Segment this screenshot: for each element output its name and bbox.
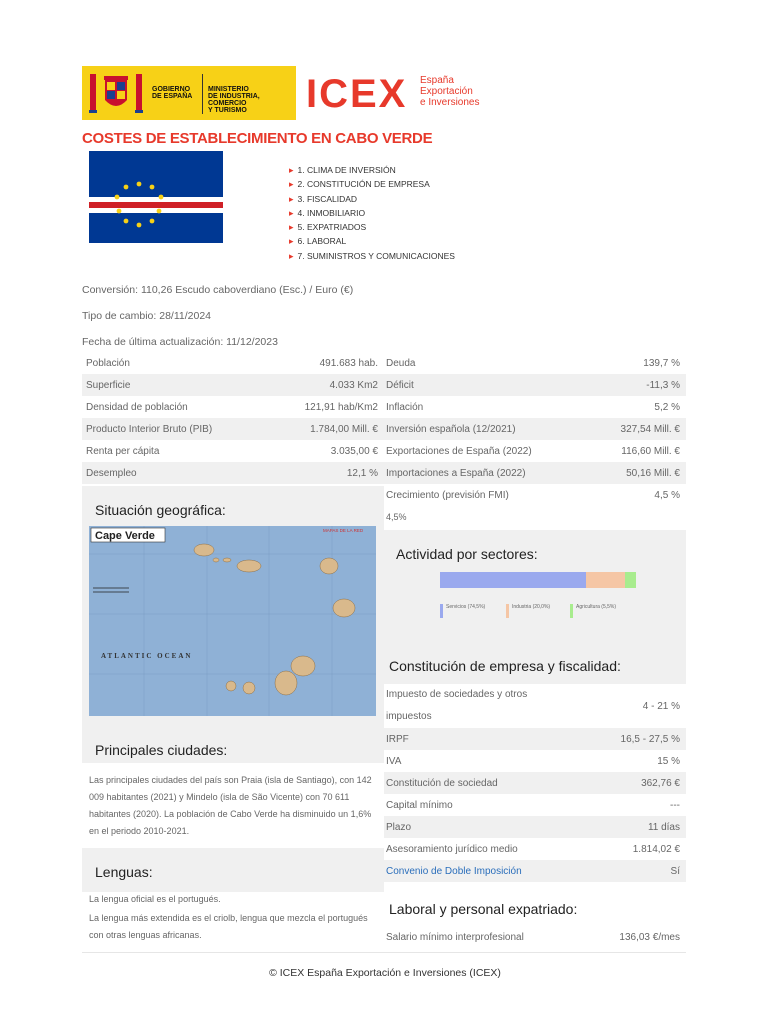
- laboral-heading: Laboral y personal expatriado:: [389, 901, 578, 917]
- toc-item-expatriados[interactable]: ▸ 5. EXPATRIADOS: [289, 220, 455, 234]
- actividad-heading: Actividad por sectores:: [396, 546, 538, 562]
- stat-row: [82, 418, 384, 440]
- stat-value: 121,91 hab/Km2: [304, 401, 378, 413]
- sector-stacked-bar: [440, 572, 636, 588]
- toc-list: [289, 163, 455, 263]
- stat-label: Constitución de sociedad: [386, 777, 498, 789]
- legend-swatch: [570, 604, 573, 618]
- constitucion-heading: Constitución de empresa y fiscalidad:: [389, 658, 621, 674]
- update-date: Fecha de última actualización: 11/12/2023: [82, 336, 278, 348]
- stat-label: Exportaciones de España (2022): [386, 445, 532, 457]
- stat-label: Importaciones a España (2022): [386, 467, 526, 479]
- icex-logo: ICEX: [306, 72, 408, 116]
- map-credit: MAPAS DE LA RED: [323, 528, 364, 533]
- stat-label: Producto Interior Bruto (PIB): [86, 423, 213, 435]
- stat-row: [384, 728, 686, 750]
- icex-sub-3: e Inversiones: [420, 97, 480, 108]
- ministry-line-3: Y TURISMO: [208, 107, 247, 114]
- gov-line-2: DE ESPAÑA: [152, 93, 193, 100]
- divider: [82, 952, 686, 953]
- lenguas-p2: La lengua más extendida es el criolb, lengua que mezcla el portugués con otras lenguas africanas.: [89, 913, 368, 940]
- stat-label: Inflación: [386, 401, 424, 413]
- stat-row: [384, 418, 686, 440]
- stat-row: [384, 838, 686, 860]
- stat-row: [384, 396, 686, 418]
- stat-label: Deuda: [386, 357, 416, 369]
- header: [82, 66, 686, 120]
- toc-item-clima[interactable]: ▸ 1. CLIMA DE INVERSIÓN: [289, 163, 455, 177]
- stat-row: [82, 352, 384, 374]
- toc-item-fiscalidad[interactable]: ▸ 3. FISCALIDAD: [289, 192, 455, 206]
- government-text: [152, 86, 204, 100]
- legend-swatch: [506, 604, 509, 618]
- coat-of-arms-icon: [88, 70, 144, 116]
- ciudades-heading: Principales ciudades:: [95, 742, 228, 758]
- stat-row: [384, 462, 686, 484]
- stat-row: [384, 772, 686, 794]
- government-logo-block: [82, 66, 296, 120]
- footer-copyright: © ICEX España Exportación e Inversiones (ICEX): [269, 967, 501, 979]
- stat-row: [384, 684, 686, 728]
- toc-item-laboral[interactable]: ▸ 6. LABORAL: [289, 234, 455, 248]
- situacion-heading: Situación geográfica:: [95, 502, 226, 518]
- icex-subtitle: [420, 75, 479, 108]
- stat-row: [384, 440, 686, 462]
- cape-verde-map-image: [89, 526, 376, 716]
- stat-label: IVA: [386, 755, 402, 767]
- stat-value: Sí: [670, 865, 680, 877]
- stat-value: 136,03 €/mes: [619, 931, 680, 943]
- stat-value: 16,5 - 27,5 %: [620, 733, 680, 745]
- stat-value: -11,3 %: [646, 379, 680, 391]
- stat-row: [384, 926, 686, 948]
- convenio-link[interactable]: Convenio de Doble Imposición: [386, 865, 522, 877]
- gov-line-1: GOBIERNO: [152, 86, 191, 93]
- stat-value: 1.814,02 €: [632, 843, 680, 855]
- stat-value: 15 %: [657, 755, 680, 767]
- stat-row: [384, 794, 686, 816]
- stat-value: 4.033 Km2: [329, 379, 378, 391]
- icex-sub-1: España: [420, 75, 454, 86]
- stat-label: Salario mínimo interprofesional: [386, 931, 524, 943]
- stat-row: [384, 750, 686, 772]
- exchange-date: Tipo de cambio: 28/11/2024: [82, 310, 212, 322]
- icex-sub-2: Exportación: [420, 86, 473, 97]
- toc-item-suministros[interactable]: ▸ 7. SUMINISTROS Y COMUNICACIONES: [289, 249, 455, 263]
- toc-item-constitucion[interactable]: ▸ 2. CONSTITUCIÓN DE EMPRESA: [289, 177, 455, 191]
- stat-label: Déficit: [386, 379, 414, 391]
- stat-value: ---: [670, 799, 680, 811]
- stat-value: 327,54 Mill. €: [620, 423, 680, 435]
- stat-label: Impuesto de sociedades y otros impuestos: [386, 689, 528, 722]
- stat-value: 1.784,00 Mill. €: [310, 423, 378, 435]
- growth-extra: [384, 506, 686, 528]
- stat-value: 362,76 €: [641, 777, 680, 789]
- sector-bar-segment-0: [440, 572, 586, 588]
- conversion-text: Conversión: 110,26 Escudo caboverdiano (Esc.) / Euro (€): [82, 284, 354, 296]
- growth-extra-value: 4,5%: [386, 512, 407, 522]
- legend-label: Agricultura (5,5%): [576, 604, 617, 610]
- sector-bar-segment-1: [586, 572, 625, 588]
- divider: [202, 74, 203, 114]
- stat-row: [384, 352, 686, 374]
- stat-label: Asesoramiento jurídico medio: [386, 843, 518, 855]
- page-title: COSTES DE ESTABLECIMIENTO EN CABO VERDE: [82, 130, 433, 147]
- ministry-line-1: MINISTERIO: [208, 86, 249, 93]
- stat-label: Densidad de población: [86, 401, 188, 413]
- stat-label: Plazo: [386, 821, 412, 833]
- stat-value: 139,7 %: [643, 357, 680, 369]
- stat-value: 11 días: [647, 821, 680, 833]
- stat-label: Crecimiento (previsión FMI): [386, 489, 509, 501]
- ministry-line-2: DE INDUSTRIA, COMERCIO: [208, 93, 260, 107]
- stat-value: 3.035,00 €: [330, 445, 378, 457]
- stat-row: [384, 374, 686, 396]
- stat-value: 116,60 Mill. €: [621, 445, 680, 457]
- stat-label: Capital mínimo: [386, 799, 453, 811]
- toc-item-inmobiliario[interactable]: ▸ 4. INMOBILIARIO: [289, 206, 455, 220]
- stat-label: IRPF: [386, 733, 409, 745]
- stat-value: 4,5 %: [654, 489, 680, 501]
- stat-value: 12,1 %: [346, 467, 378, 479]
- stat-value: 50,16 Mill. €: [626, 467, 680, 479]
- map-ocean-label: ATLANTIC OCEAN: [101, 652, 193, 660]
- stat-row: [82, 396, 384, 418]
- legend-label: Servicios (74,5%): [446, 604, 486, 610]
- sector-bar-segment-2: [625, 572, 636, 588]
- stat-row: [384, 484, 686, 506]
- lenguas-heading: Lenguas:: [95, 864, 153, 880]
- legend-servicios: [440, 604, 485, 618]
- stat-row: [82, 462, 384, 484]
- legend-agricultura: [570, 604, 616, 618]
- stat-label: Población: [86, 357, 130, 369]
- map-title: Cape Verde: [95, 530, 155, 542]
- legend-swatch: [440, 604, 443, 618]
- stat-row: [82, 374, 384, 396]
- stat-row: [384, 816, 686, 838]
- stat-label: Superficie: [86, 379, 131, 391]
- lenguas-p1: La lengua oficial es el portugués.: [89, 894, 221, 904]
- stat-value: 5,2 %: [654, 401, 680, 413]
- stat-value: 4 - 21 %: [642, 700, 680, 712]
- ministry-text: [208, 86, 296, 114]
- stat-label: Renta per cápita: [86, 445, 160, 457]
- stat-row: [384, 860, 686, 882]
- stat-label: Inversión española (12/2021): [386, 423, 516, 435]
- legend-label: Industria (20,0%): [512, 604, 551, 610]
- stat-value: 491.683 hab.: [319, 357, 378, 369]
- cape-verde-flag-icon: [89, 151, 223, 243]
- ciudades-text: Las principales ciudades del país son Praia (isla de Santiago), con 142 009 habitantes (2021) y Mindelo (isla de São Vicente) con 70 611 habitantes (2020). La población de Cabo Verde ha disminuido un 1,6% en el periodo 2010-2021.: [89, 775, 372, 836]
- legend-industria: [506, 604, 550, 618]
- stat-label: Desempleo: [86, 467, 137, 479]
- stat-row: [82, 440, 384, 462]
